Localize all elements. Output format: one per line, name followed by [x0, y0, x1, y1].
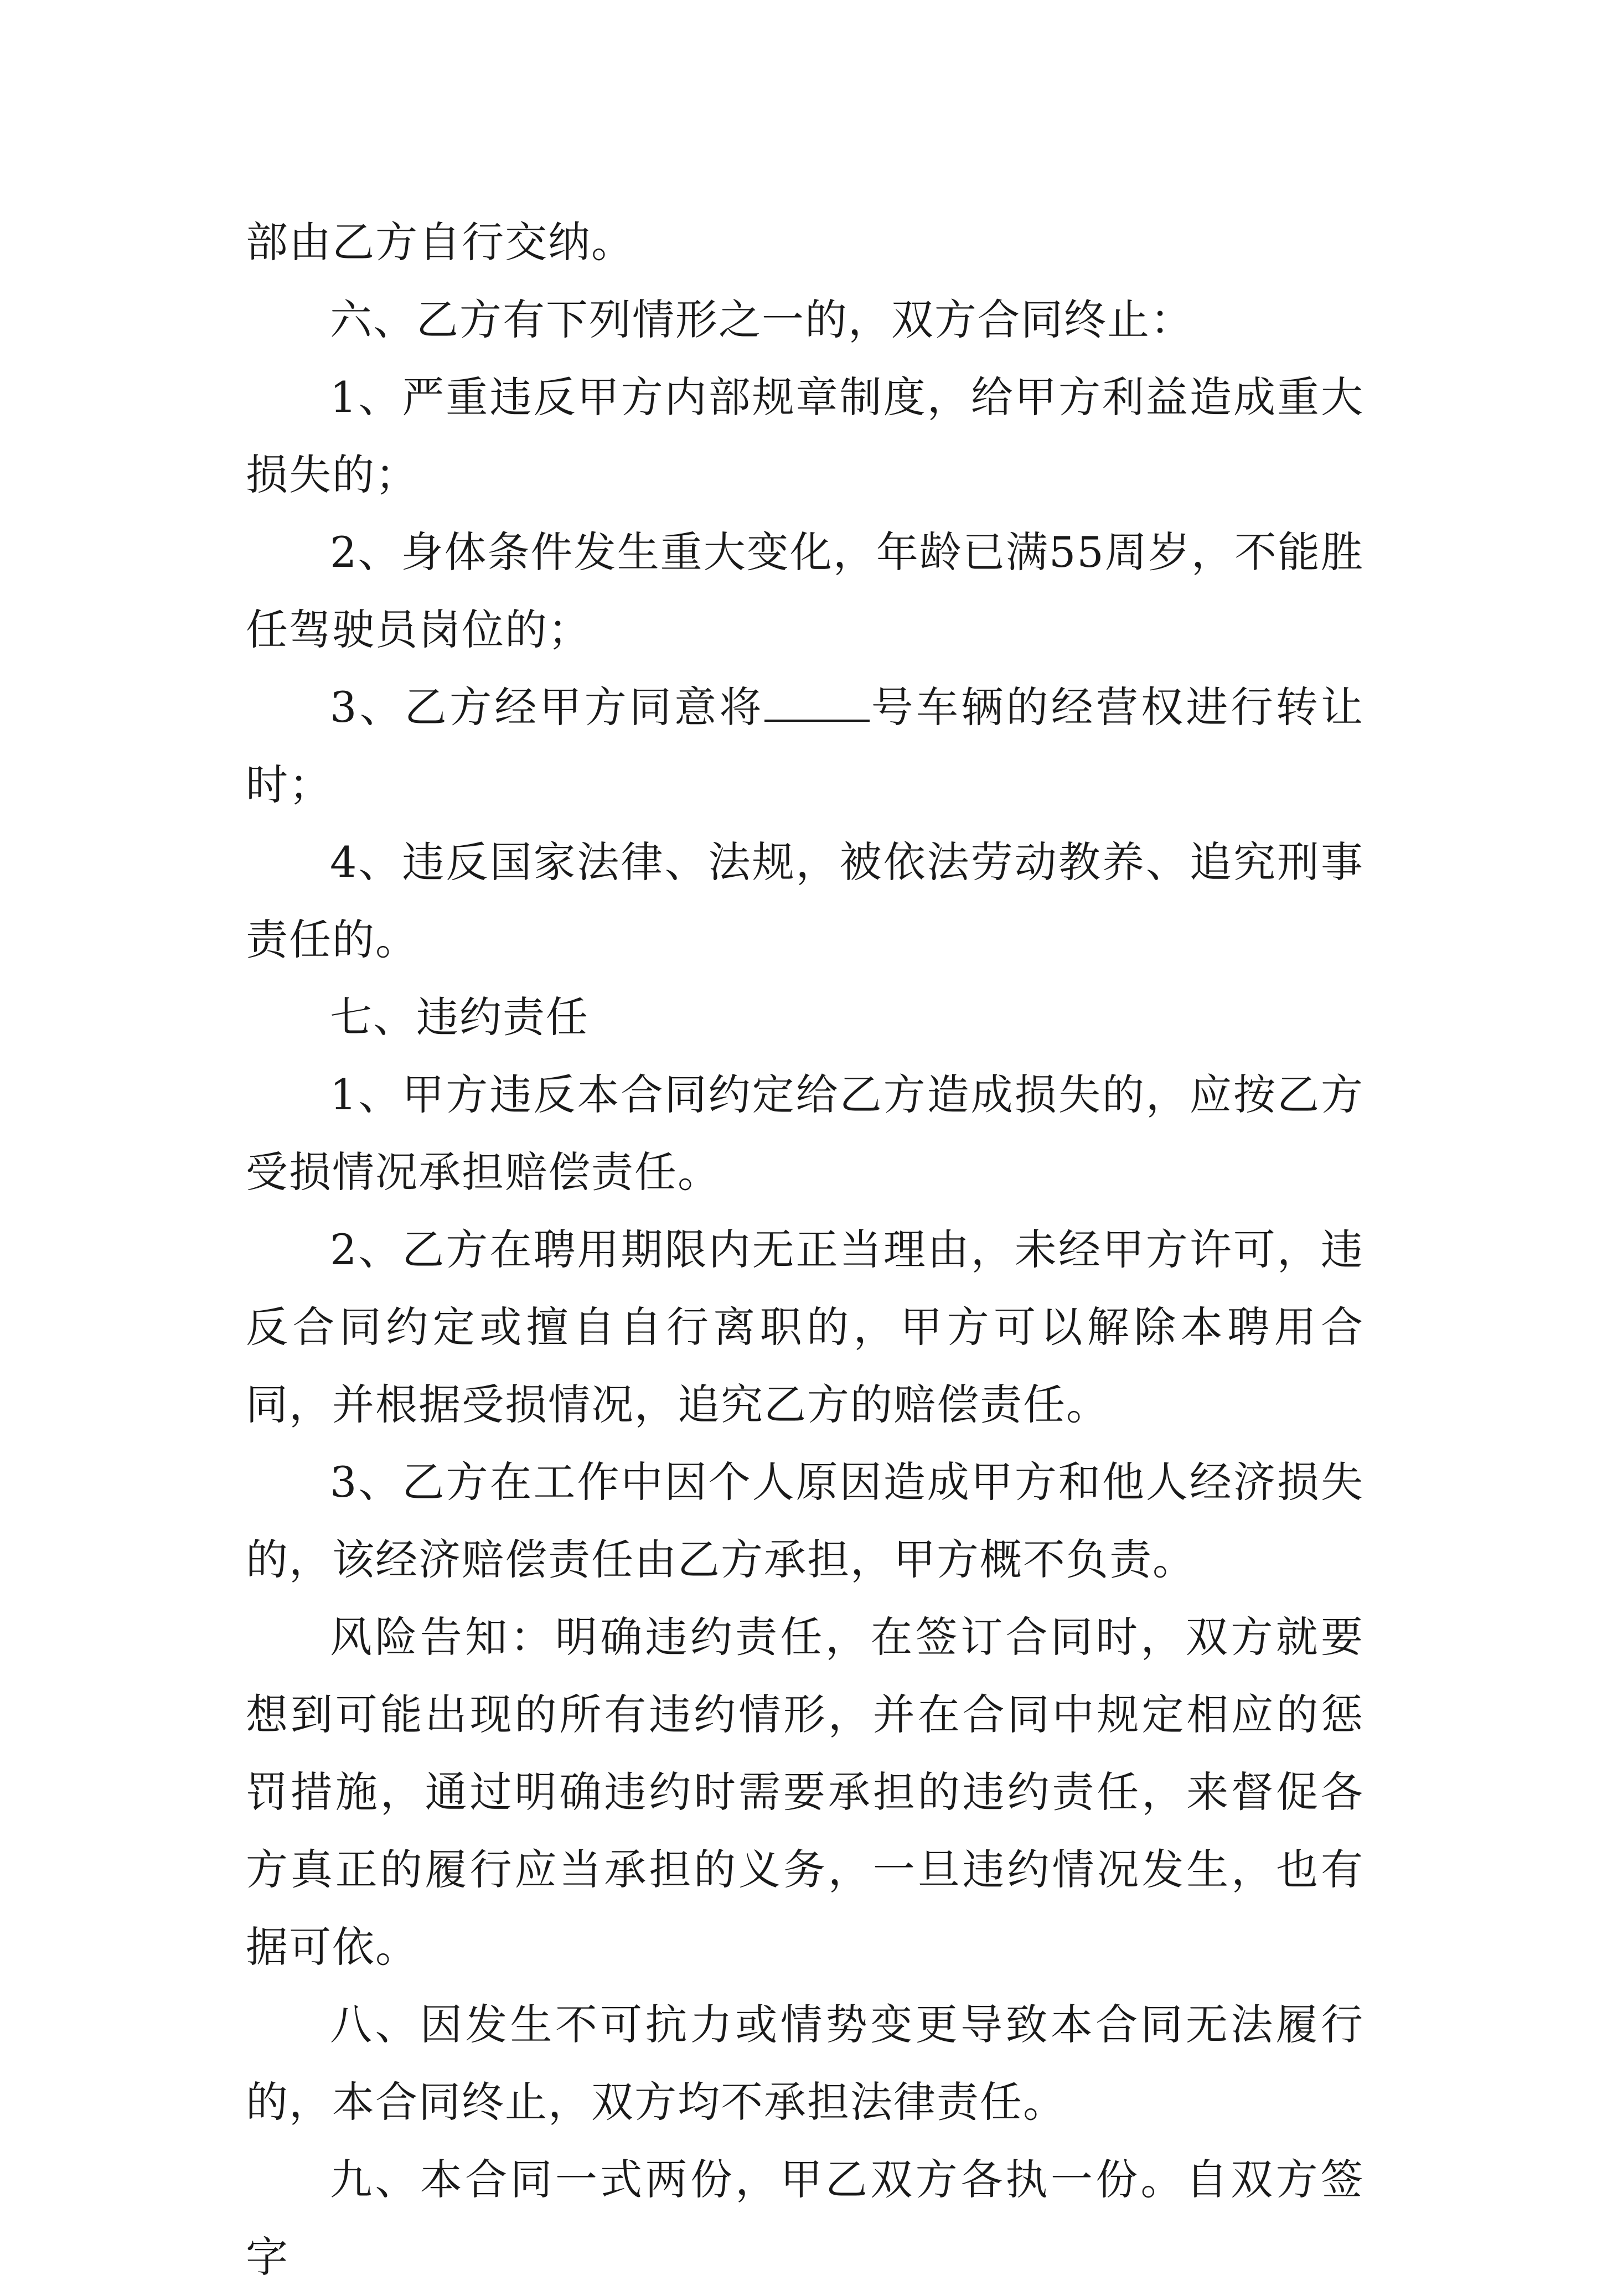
clause-6-item-3-start: 3、乙方经甲方同意将 [330, 682, 764, 732]
clause-7-item-2: 2、乙方在聘用期限内无正当理由，未经甲方许可，违反合同约定或擅自自行离职的，甲方可以解除本聘用合同，并根据受损情况，追究乙方的赔偿责任。 [246, 1225, 1364, 1429]
document-body [246, 204, 1364, 2296]
vehicle-number-blank [764, 686, 870, 722]
clause-8: 八、因发生不可抗力或情势变更导致本合同无法履行的，本合同终止，双方均不承担法律责任。 [246, 2000, 1364, 2127]
clause-7-item-1: 1、甲方违反本合同约定给乙方造成损失的，应按乙方受损情况承担赔偿责任。 [246, 1070, 1364, 1197]
clause-6-item-3-end: 号车辆的经营权进行转让时； [246, 682, 1365, 809]
clause-7-item-3: 3、乙方在工作中因个人原因造成甲方和他人经济损失的，该经济赔偿责任由乙方承担，甲方概不负责。 [246, 1457, 1364, 1584]
clause-9: 九、本合同一式两份，甲乙双方各执一份。自双方签字 [246, 2155, 1364, 2282]
clause-6-heading: 六、乙方有下列情形之一的，双方合同终止： [330, 295, 1193, 344]
clause-6-item-2: 2、身体条件发生重大变化，年龄已满55周岁，不能胜任驾驶员岗位的； [246, 528, 1364, 654]
clause-7-heading: 七、违约责任 [330, 992, 589, 1042]
clause-6-item-4: 4、违反国家法律、法规，被依法劳动教养、追究刑事责任的。 [246, 837, 1364, 964]
risk-notice: 风险告知：明确违约责任，在签订合同时，双方就要想到可能出现的所有违约情形，并在合同中规定相应的惩罚措施，通过明确违约时需要承担的违约责任，来督促各方真正的履行应当承担的义务，一旦违约情况发生，也有据可依。 [246, 1612, 1364, 1972]
paragraph-continuation: 部由乙方自行交纳。 [246, 218, 634, 267]
clause-6-item-3 [246, 669, 1364, 824]
clause-6-item-1: 1、严重违反甲方内部规章制度，给甲方利益造成重大损失的； [246, 373, 1364, 499]
